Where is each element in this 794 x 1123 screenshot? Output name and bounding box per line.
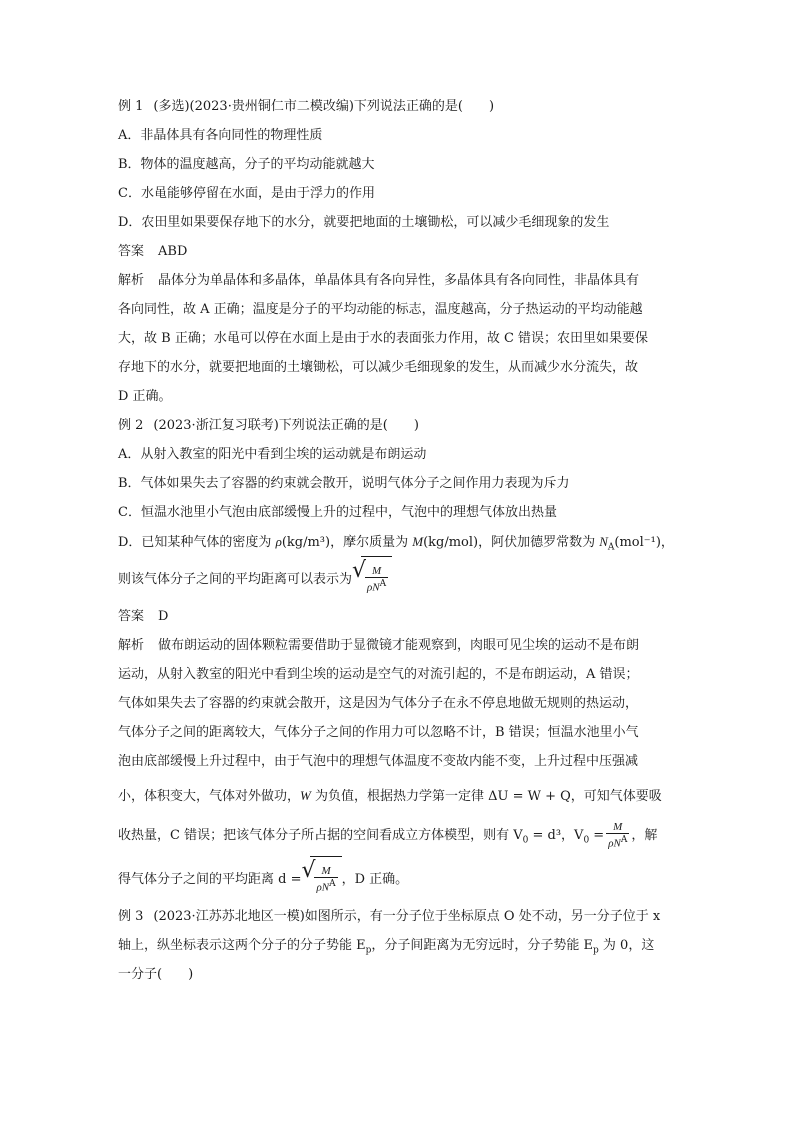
analysis-label: 解析 [118,638,145,653]
example-1-analysis-line: 解析 晶体分为单晶体和多晶体，单晶体具有各向异性，多晶体具有各向同性，非晶体具有 [118,273,640,288]
sqrt-formula: √ $\frac{M}{\rho N^A}$ [352,556,392,603]
example-1-option-a: A．非晶体具有各向同性的物理性质 [118,128,323,143]
example-2-option-b: B．气体如果失去了容器的约束就会散开，说明气体分子之间作用力表现为斥力 [118,476,570,491]
example-1-label: 例 1 [118,99,144,114]
example-2-option-a: A．从射入教室的阳光中看到尘埃的运动就是布朗运动 [118,447,427,462]
fraction: $\frac{M}{\rho N^A}$ [608,821,628,850]
example-2-analysis-line: 小，体积变大，气体对外做功，W 为负值，根据热力学第一定律 ΔU = W + Q，可知气体要吸 [118,788,662,804]
example-1-analysis-line: 存地下的水分，就要把地面的土壤锄松，可以减少毛细现象的发生，从而减少水分流失，故 [118,360,639,375]
answer-value: D [158,609,169,624]
example-2-option-d-cont: 则该气体分子之间的平均距离可以表示为 √ $\frac{M}{\rho N^A}$ [118,556,680,602]
fraction: $\frac{M}{\rho N^A}$ [316,865,336,894]
example-1-analysis-line: 大，故 B 正确；水黾可以停在水面上是由于水的表面张力作用，故 C 错误；农田里如果要保 [118,331,649,346]
example-2-analysis-line: 运动，从射入教室的阳光中看到尘埃的运动是空气的对流引起的，不是布朗运动，A 错误； [118,667,639,682]
example-3-stem: 例 3 (2023·江苏苏北地区一模)如图所示，有一分子位于坐标原点 O 处不动，另一分子位于 x [118,909,661,924]
example-2-stem [118,411,680,440]
example-2-question: (2023·浙江复习联考)下列说法正确的是( ) [153,418,419,433]
example-1-option-c: C．水黾能够停留在水面，是由于浮力的作用 [118,186,375,201]
fraction: $\frac{M}{\rho N^A}$ [367,565,387,594]
example-2-analysis-line: 泡由底部缓慢上升过程中，由于气泡中的理想气体温度不变故内能不变，上升过程中压强减 [118,754,639,769]
example-3-stem-line: 轴上，纵坐标表示这两个分子的分子势能 $E_p$，分子间距离为无穷远时，分子势能 $E_p$ 为 0，这 [118,938,655,956]
answer-label: 答案 [118,609,145,624]
example-1-option-b: B．物体的温度越高，分子的平均动能就越大 [118,157,375,172]
example-1-question: (多选)(2023·贵州铜仁市二模改编)下列说法正确的是( ) [153,99,495,114]
example-1-option-d: D．农田里如果要保存地下的水分，就要把地面的土壤锄松，可以减少毛细现象的发生 [118,215,610,230]
example-3-stem-line: 一分子( ) [118,967,194,982]
example-2-label: 例 2 [118,418,144,433]
example-1-analysis-line: D 正确。 [118,389,172,404]
example-2-option-c: C．恒温水池里小气泡由底部缓慢上升的过程中，气泡中的理想气体放出热量 [118,505,557,520]
example-3-label: 例 3 [118,909,144,924]
example-2-analysis-line: 气体分子之间的距离较大，气体分子之间的作用力可以忽略不计，B 错误；恒温水池里小气 [118,725,639,740]
example-2-analysis-line: 得气体分子之间的平均距离 d = √ $\frac{M}{\rho N^A}$ ，D 正确。 [118,856,680,902]
example-1-analysis-line: 各向同性，故 A 正确；温度是分子的平均动能的标志，温度越高，分子热运动的平均动能越 [118,302,643,317]
example-2-analysis-line: 气体如果失去了容器的约束就会散开，这是因为气体分子在永不停息地做无规则的热运动， [118,696,639,711]
answer-value: ABD [158,244,188,259]
example-2-analysis-line: 收热量，C 错误；把该气体分子所占据的空间看成立方体模型，则有 $V_0 = d^3$，$V_0$ = $\frac{M}{\rho N^A}$ ，解 [118,821,658,850]
answer-label: 答案 [118,244,145,259]
example-2-analysis-line: 解析 做布朗运动的固体颗粒需要借助于显微镜才能观察到，肉眼可见尘埃的运动不是布朗 [118,638,640,653]
analysis-label: 解析 [118,273,145,288]
document-page [118,92,680,989]
sqrt-formula: √ $\frac{M}{\rho N^A}$ [301,856,341,903]
example-1-stem [118,92,680,121]
example-2-answer [118,602,680,631]
example-2-option-d: D．已知某种气体的密度为 ρ(kg/m³)，摩尔质量为 M(kg/mol)，阿伏加德罗常数为 $N_A(mol^{-1})$， [118,534,674,553]
example-1-answer [118,237,680,266]
